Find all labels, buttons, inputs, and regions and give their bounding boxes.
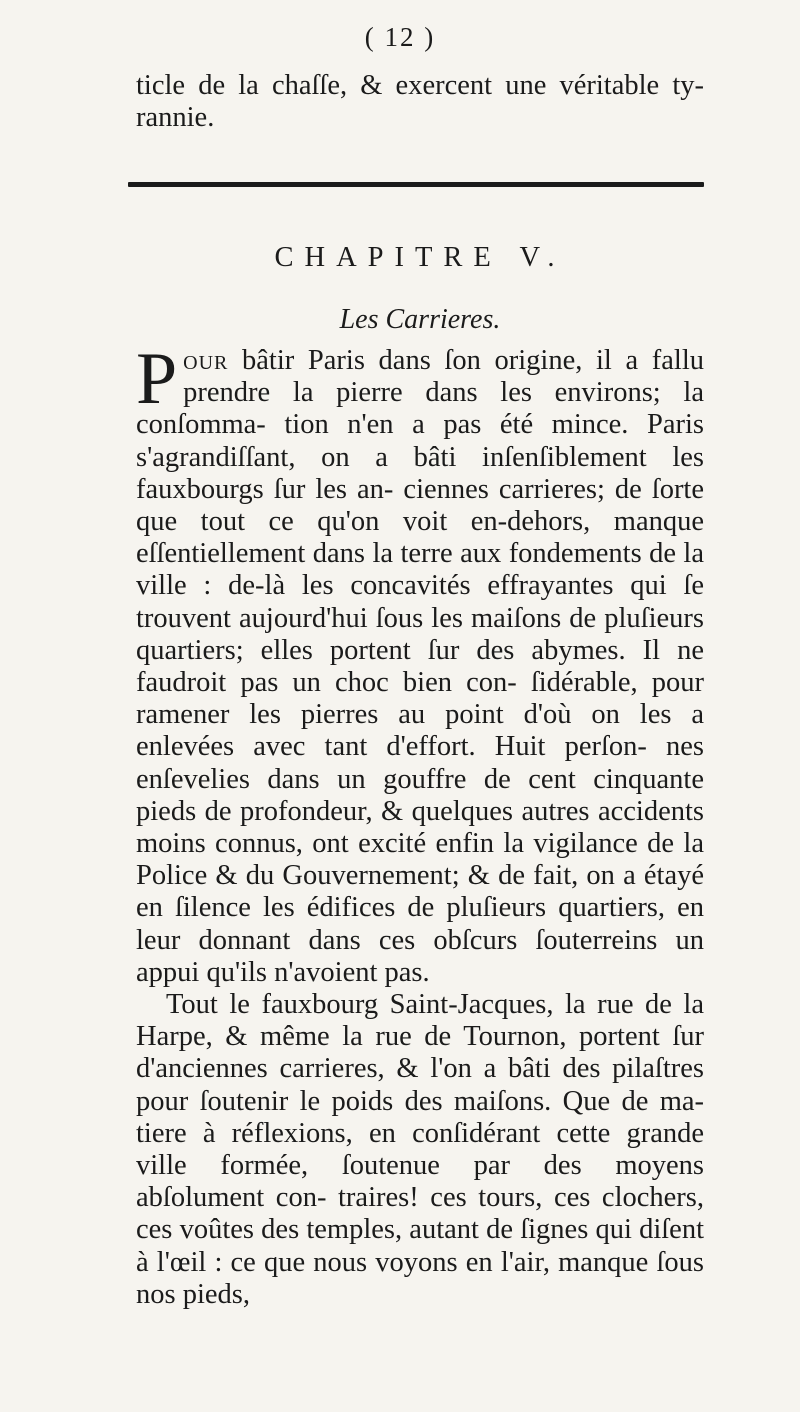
continuation-text xyxy=(136,70,704,134)
drop-cap-initial: P xyxy=(136,338,178,420)
paragraph-1 xyxy=(136,338,704,989)
chapter-divider-rule xyxy=(128,182,704,187)
continuation-paragraph: ticle de la chaſſe, & exercent une véritable ty- rannie. xyxy=(136,70,704,133)
chapter-heading: CHAPITRE V. xyxy=(274,242,566,273)
paragraph-1-text: bâtir Paris dans ſon origine, il a fallu prendre la pierre dans les environs; la conſomma- tion n'en a pas été mince. Paris s'agrandiſſant, on a bâti inſenſiblement les fauxbourgs ſur les an- ciennes carrieres; de ſorte que tout ce qu'on voit en-dehors, manque eſſentiellement dans la terre aux fondements de la ville : de-là les concavités effrayantes qui ſe trouvent aujourd'hui ſous les maiſons de pluſieurs quartiers; elles portent ſur des abymes. Il ne faudroit pas un choc bien con- ſidérable, pour ramener les pierres au point d'où on les a enlevées avec tant d'effort. Huit perſon- nes enſevelies dans un gouffre de cent cinquante pieds de profondeur, & quelques autres accidents moins connus, ont excité enfin la vigilance de la Police & du Gouvernement; & de fait, on a étayé en ſilence les édifices de pluſieurs quartiers, en leur donnant dans ces obſcurs ſouterreins un appui qu'ils n'avoient pas. xyxy=(136,345,704,988)
page-number: ( 12 ) xyxy=(364,22,436,52)
section-title: Les Carrieres. xyxy=(339,304,501,335)
small-caps-word: our xyxy=(183,345,229,376)
body-text xyxy=(136,338,704,1311)
paragraph-2: Tout le fauxbourg Saint-Jacques, la rue de la Harpe, & même la rue de Tournon, portent ſur d'anciennes carrieres, & l'on a bâti des pilaſtres pour ſoutenir le poids des maiſons. Que de ma- tiere à réflexions, en conſidérant cette grande ville formée, ſoutenue par des moyens abſolument con- traires! ces tours, ces clochers, ces voûtes des temples, autant de ſignes qui diſent à l'œil : ce que nous voyons en l'air, manque ſous nos pieds, xyxy=(136,989,704,1310)
